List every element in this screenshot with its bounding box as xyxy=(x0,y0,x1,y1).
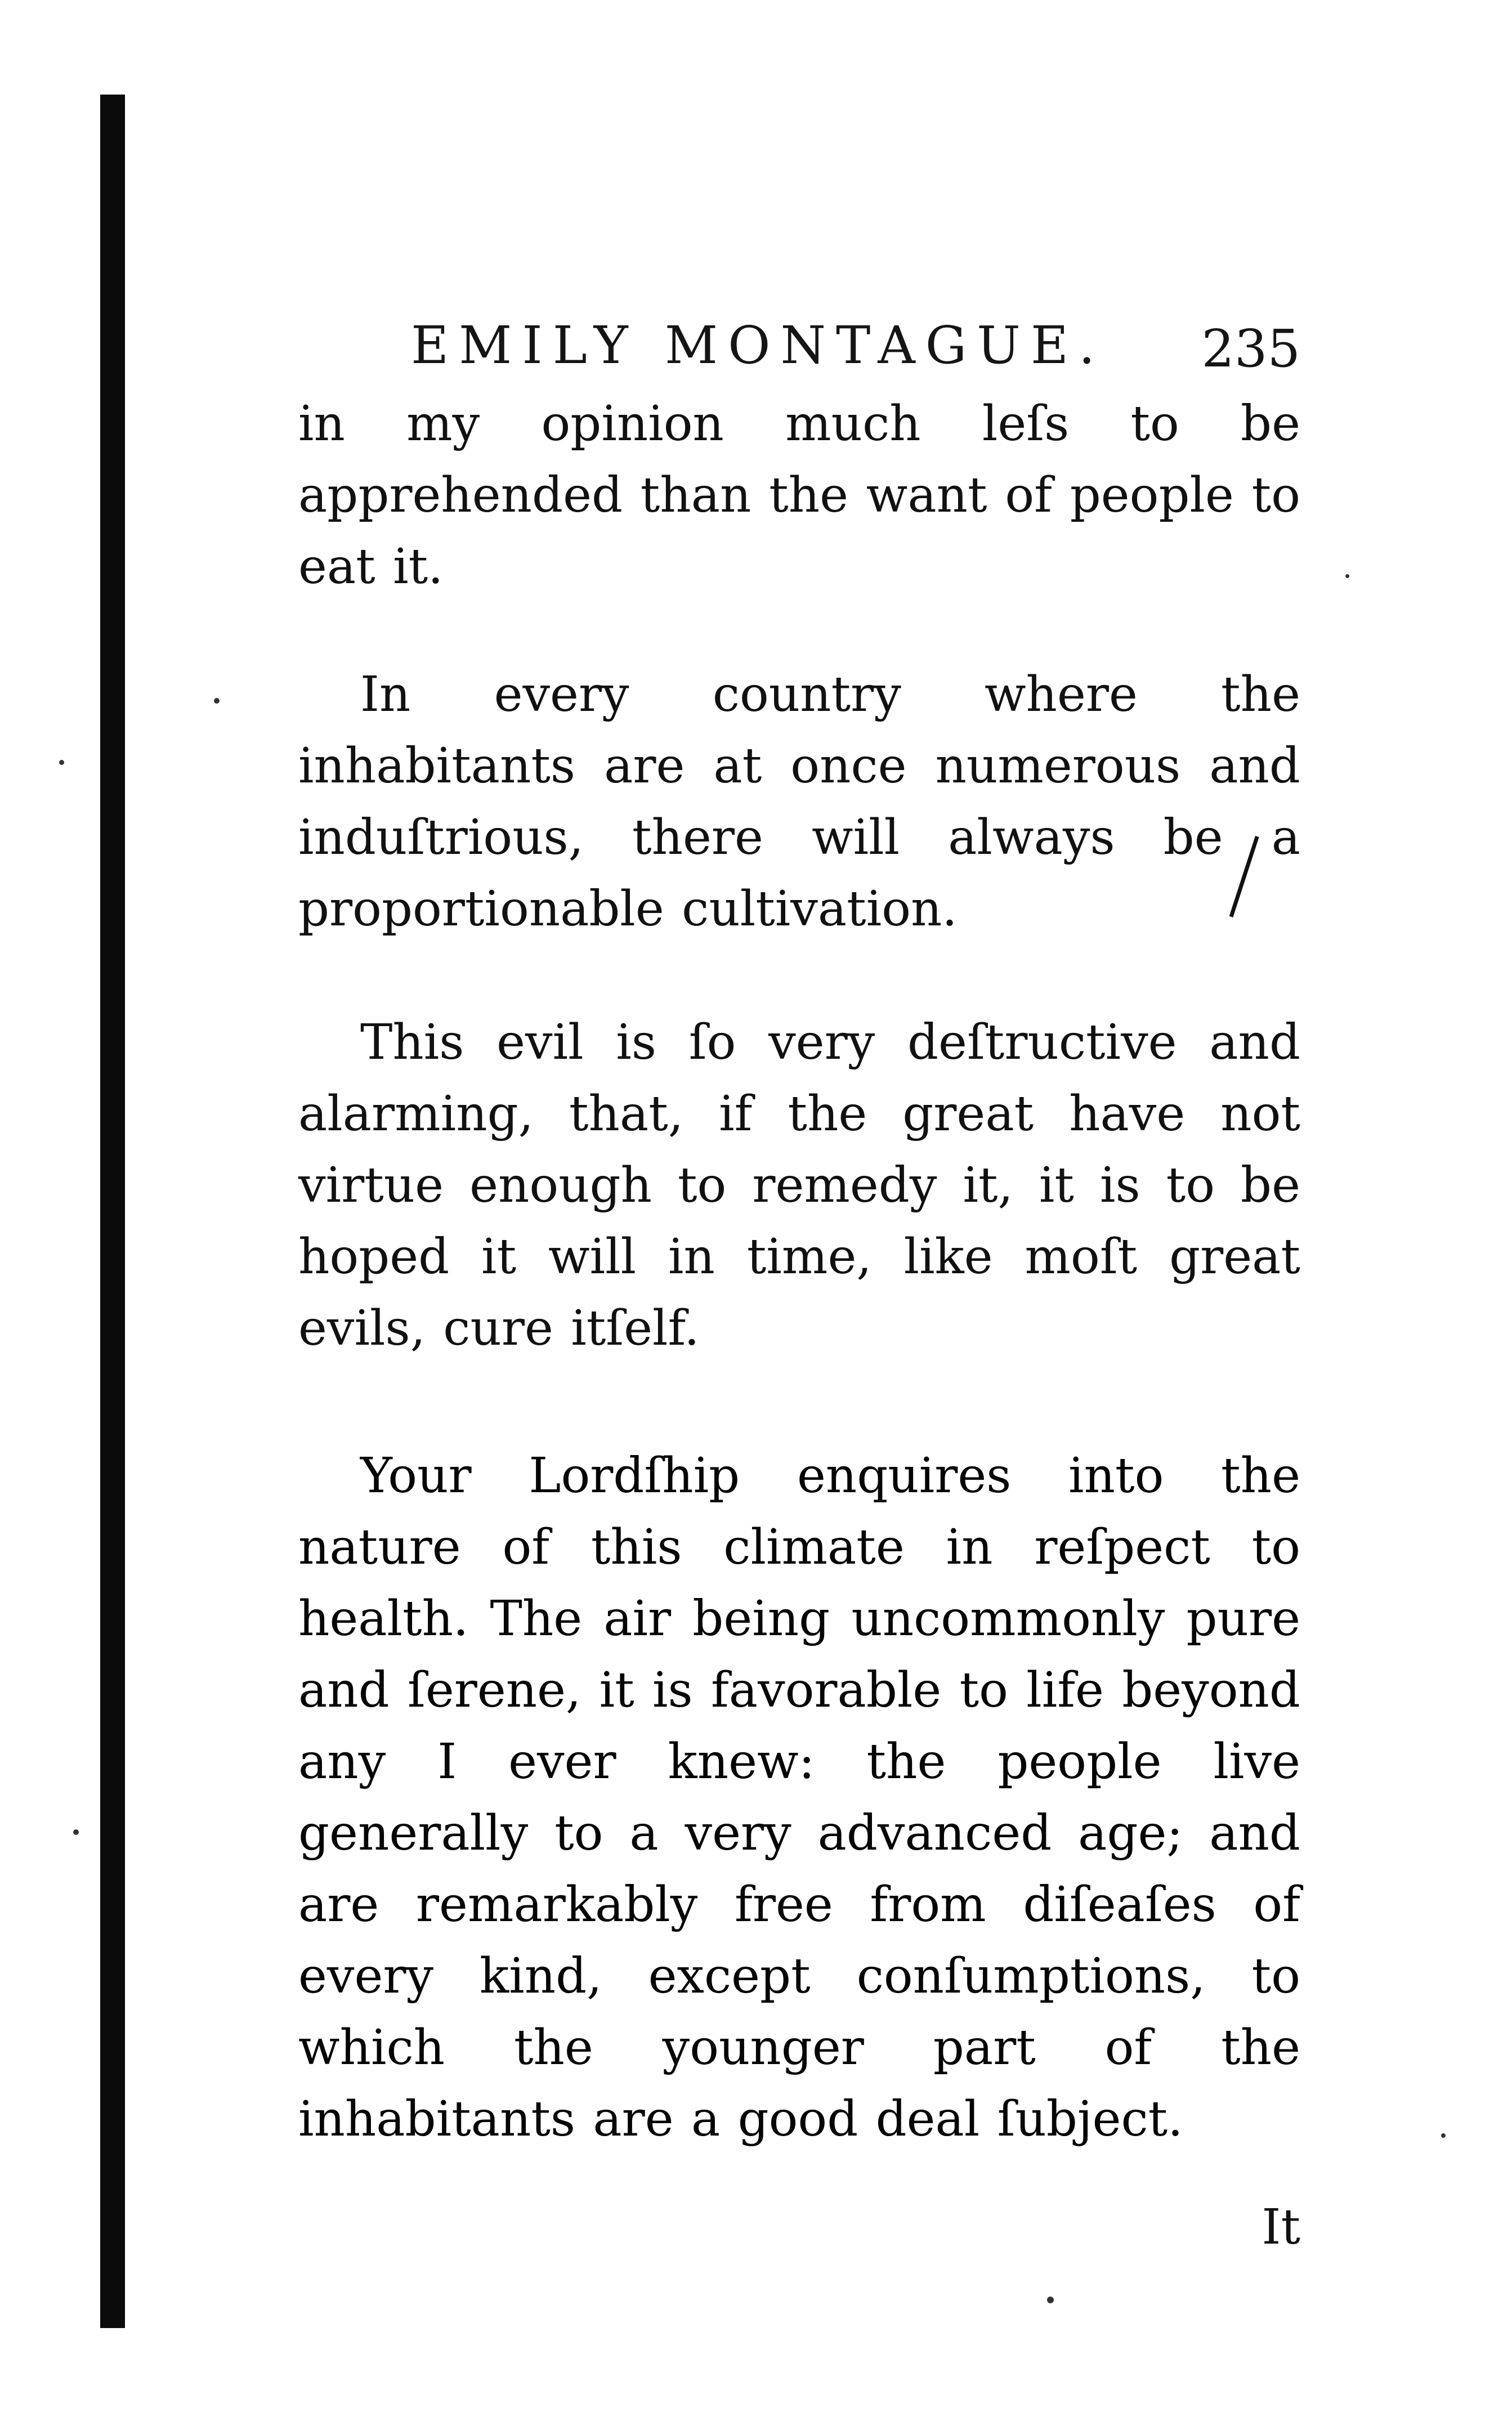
paper-speck xyxy=(214,698,220,704)
paper-speck xyxy=(59,760,64,765)
paper-speck xyxy=(1441,2133,1446,2138)
paper-speck xyxy=(1345,574,1349,578)
catchword: It xyxy=(1262,2199,1300,2255)
paper-speck xyxy=(1047,2297,1054,2303)
running-head xyxy=(298,315,1300,388)
page-binding-edge xyxy=(100,95,125,2328)
page-number: 235 xyxy=(1201,319,1300,379)
paragraph-cultivation: In every country where the inhabitants are at once numerous and induſtrious, there will always be a proportionable cultivation. xyxy=(298,666,1300,937)
book-page xyxy=(298,315,1300,2255)
paragraph-climate: Your Lordſhip enquires into the nature of this climate in reſpect to health. The air being uncommonly pure and ſerene, it is favorable to life beyond any I ever knew: the people live generally to a very advanced age; and are remarkably free from diſeaſes of every kind, except conſumptions, to which the younger part of the inhabitants are a good deal ſubject. xyxy=(298,1448,1300,2147)
paragraph-continuation: in my opinion much leſs to be apprehended than the want of people to eat it. xyxy=(298,396,1300,595)
paper-speck xyxy=(73,1829,79,1835)
paragraph-evil: This evil is ſo very deſtructive and alarming, that, if the great have not virtue enough to remedy it, it is to be hoped it will in time, like moſt great evils, cure itſelf. xyxy=(298,1014,1300,1357)
running-title: EMILY MONTAGUE. xyxy=(411,315,1106,375)
